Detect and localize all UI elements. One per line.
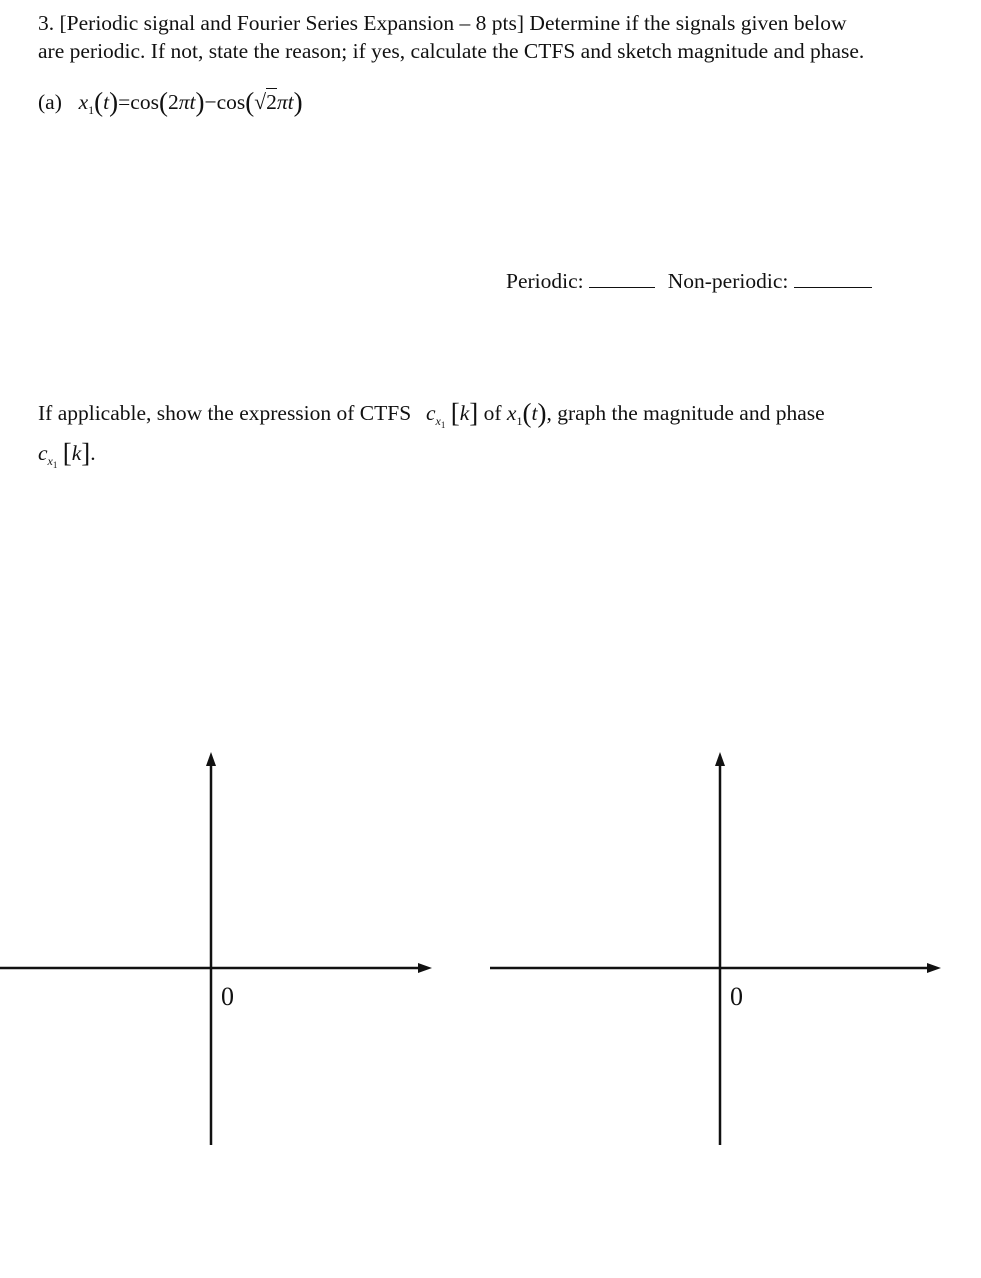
phase-vertical-arrow-icon xyxy=(715,752,725,766)
instr2-c-sub: x1 xyxy=(47,454,58,470)
eq-equals-cos: =cos xyxy=(118,90,159,114)
instr-x: x xyxy=(506,401,517,425)
nonperiodic-label: Non-periodic: xyxy=(667,269,789,293)
instr-text-after: , graph the magnitude and phase xyxy=(546,401,825,425)
eq-pi-t: πt xyxy=(178,90,196,114)
instr-x-sub: 1 xyxy=(516,414,523,428)
instr-k: k xyxy=(459,401,470,425)
eq-pi-t2: πt xyxy=(276,90,294,114)
part-a-label: (a) xyxy=(38,90,62,114)
phase-graph[interactable] xyxy=(490,752,941,1145)
instruction-line2: $c_{x_1}$ [k]. xyxy=(38,438,96,470)
eq-x-sub: 1 xyxy=(88,103,95,117)
periodic-label: Periodic: xyxy=(506,269,584,293)
instruction-line1: If applicable, show the expression of CTFS $c_{x_1}$ [k] of $x_1(t)$, graph the magnitude and phase xyxy=(38,398,825,430)
eq-two: 2 xyxy=(167,90,179,114)
eq-minus-cos: −cos xyxy=(204,90,246,114)
phase-horizontal-arrow-icon xyxy=(927,963,941,973)
instr-c-sub: x1 xyxy=(435,414,446,430)
instruction-text: If applicable, show the expression of CTFS xyxy=(38,401,412,425)
instr2-k: k xyxy=(71,441,82,465)
phase-origin-label: 0 xyxy=(730,982,743,1011)
instr-c: c xyxy=(425,401,436,425)
magnitude-origin-label: 0 xyxy=(221,982,234,1011)
magnitude-horizontal-arrow-icon xyxy=(418,963,432,973)
eq-sqrt-two: 2 xyxy=(266,90,277,114)
instr-of: of xyxy=(483,401,502,425)
question-header-line2: are periodic. If not, state the reason; if yes, calculate the CTFS and sketch magnitude and phase. xyxy=(38,39,865,63)
magnitude-vertical-arrow-icon xyxy=(206,752,216,766)
magnitude-graph[interactable] xyxy=(0,752,432,1145)
instr2-end: . xyxy=(90,441,96,465)
question-header-line1: 3. [Periodic signal and Fourier Series Expansion – 8 pts] Determine if the signals given below xyxy=(38,11,847,35)
sqrt-icon: √ xyxy=(254,90,267,114)
eq-x: x xyxy=(78,90,89,114)
part-a-equation: (a) $x_1(t)=\cos(2\pi t)-\cos(√2\pi t)$ xyxy=(38,87,303,117)
eq-t: t xyxy=(103,90,110,114)
instr-t: t xyxy=(531,401,538,425)
instr2-c: c xyxy=(38,441,48,465)
